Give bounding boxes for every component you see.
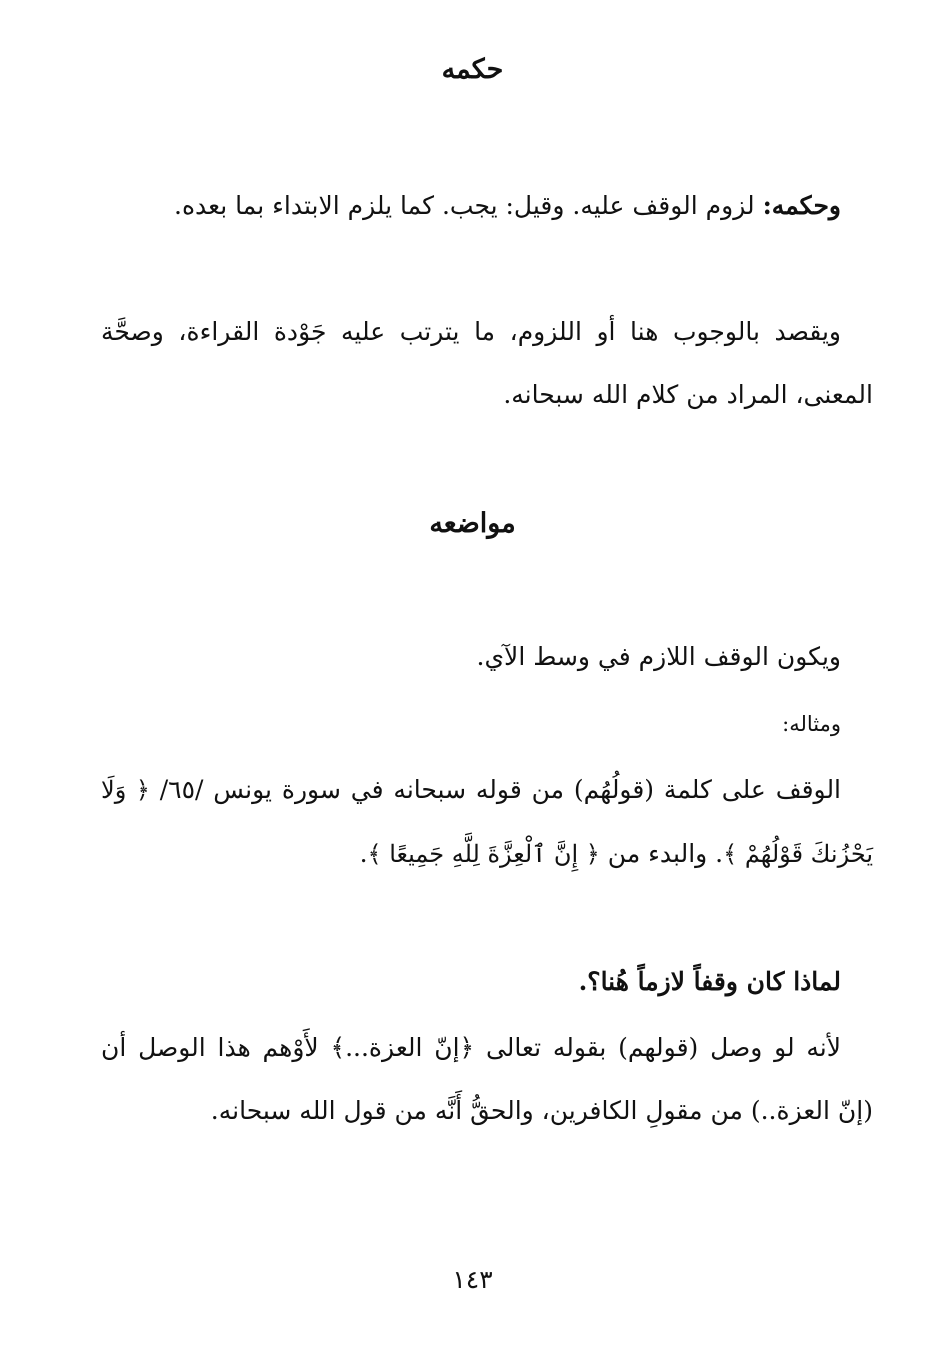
example-text-part2: . والبدء من — [599, 839, 724, 868]
answer-paragraph: لأنه لو وصل (قولهم) بقوله تعالى ﴿إنّ العزة...﴾ لأَوْهم هذا الوصل أن (إنّ العزة..) من مقولِ الكافرين، والحقُّ أَنَّه من قول الله سبحانه. — [101, 1033, 873, 1125]
page-number: ١٤٣ — [452, 1265, 493, 1294]
example-paragraph — [101, 758, 873, 886]
position-paragraph: ويكون الوقف اللازم في وسط الآي. — [476, 642, 841, 671]
intent-paragraph: ويقصد بالوجوب هنا أو اللزوم، ما يترتب عليه جَوْدة القراءة، وصحَّة المعنى، المراد من كلام الله سبحانه. — [101, 317, 873, 409]
example-text-part3: . — [359, 839, 368, 868]
ruling-lead: وحكمه: — [762, 191, 841, 220]
quran-verse-1: ﴿ وَلَا يَحْزُنكَ قَوْلُهُمْ ﴾ — [101, 776, 873, 868]
heading-places: مواضعه — [429, 508, 516, 539]
question-heading: لماذا كان وقفاً لازماً هُنا؟. — [578, 967, 841, 996]
ruling-paragraph — [101, 174, 873, 237]
ruling-text: لزوم الوقف عليه. وقيل: يجب. كما يلزم الابتداء بما بعده. — [174, 191, 763, 220]
example-label: ومثاله: — [782, 712, 841, 736]
heading-ruling: حكمه — [441, 54, 504, 85]
quran-verse-2: ﴿ إِنَّ ٱلْعِزَّةَ لِلَّهِ جَمِيعًا ﴾ — [367, 840, 600, 868]
example-text-part1: الوقف على كلمة (قولُهُم) من قوله سبحانه في سورة يونس /٦٥/ — [149, 775, 842, 804]
